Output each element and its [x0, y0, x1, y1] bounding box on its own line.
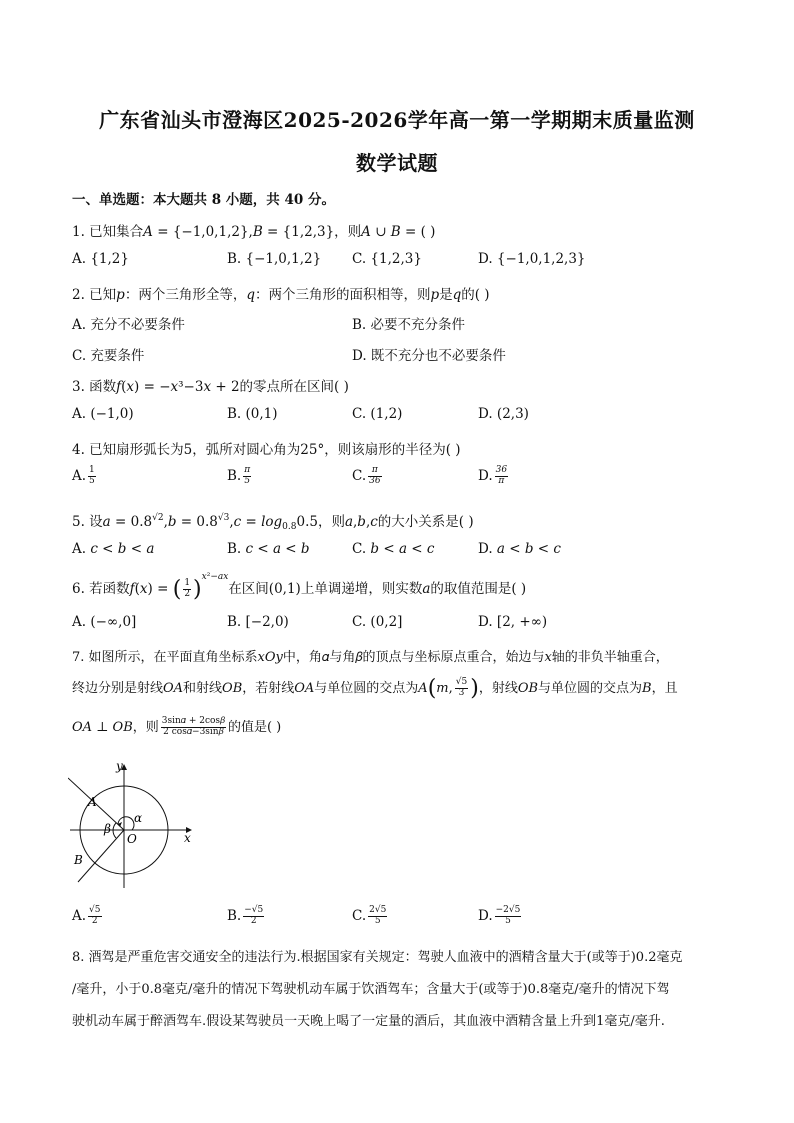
q7-option-b: B. $\frac{-√5}{2}$: [227, 905, 264, 926]
q4-option-d: D. $\frac{36}{\pi}$: [478, 465, 508, 486]
question-7-line-2: 终边分别是射线𝑂𝐴和射线𝑂𝐵，若射线𝑂𝐴与单位圆的交点为𝐴(𝑚, $\frac{√5}{3}$ )，射线𝑂𝐵与单位圆的交点为𝐵，且: [72, 676, 678, 701]
q2-option-c: C. 充要条件: [72, 348, 145, 364]
question-6-stem: 6. 若函数𝑓(𝑥) = ( $\frac{1}{2}$ )$^{𝑥^2-𝑎𝑥}$在区间(0,1)上单调递增，则实数𝑎的取值范围是( ): [72, 572, 527, 602]
q3-option-a: A. (−1,0): [72, 406, 134, 422]
section-heading: 一、单选题：本大题共 8 小题，共 40 分。: [72, 192, 335, 208]
question-8-line-1: 8. 酒驾是严重危害交通安全的违法行为.根据国家有关规定：驾驶人血液中的酒精含量大于(或等于)0.2毫克: [72, 950, 683, 965]
q6-option-a: A. (−∞,0]: [72, 614, 137, 630]
q4-option-b: B. $\frac{\pi}{5}$: [227, 465, 251, 486]
q5-option-a: A. 𝑐 < 𝑏 < 𝑎: [72, 541, 155, 557]
question-2-stem: 2. 已知𝑝：两个三角形全等，𝑞：两个三角形的面积相等，则𝑝是𝑞的( ): [72, 287, 490, 303]
label-o: O: [127, 832, 137, 846]
q3-option-d: D. (2,3): [478, 406, 529, 422]
question-8-line-3: 驶机动车属于醉酒驾车.假设某驾驶员一天晚上喝了一定量的酒后，其血液中酒精含量上升到1毫克/毫升.: [72, 1014, 665, 1029]
question-5-stem: 5. 设𝑎 = $0.8^{√2},𝑏$ = $0.8^{√3},𝑐$ = 𝑙𝑜𝑔$_{0.8}$0.5，则𝑎,𝑏,𝑐的大小关系是( ): [72, 513, 474, 532]
q6-option-b: B. [−2,0): [227, 614, 289, 630]
unit-circle-figure: [68, 760, 198, 890]
q4-option-c: C. $\frac{\pi}{36}$: [352, 465, 381, 486]
label-b: B: [74, 853, 83, 867]
question-4-stem: 4. 已知扇形弧长为5，弧所对圆心角为25°，则该扇形的半径为( ): [72, 442, 461, 458]
label-alpha: α: [134, 811, 143, 825]
label-a: A: [88, 795, 97, 809]
q7-option-a: A. $\frac{√5}{2}$: [72, 905, 101, 926]
q2-option-b: B. 必要不充分条件: [352, 317, 466, 333]
q6-option-c: C. (0,2]: [352, 614, 403, 630]
q1-option-d: D. {−1,0,1,2,3}: [478, 251, 586, 267]
q1-option-b: B. {−1,0,1,2}: [227, 251, 322, 267]
q2-option-d: D. 既不充分也不必要条件: [352, 348, 506, 364]
q5-option-d: D. 𝑎 < 𝑏 < 𝑐: [478, 541, 561, 557]
q3-option-c: C. (1,2): [352, 406, 403, 422]
q6-option-d: D. [2, +∞): [478, 614, 548, 630]
paper-title: 广东省汕头市澄海区2025-2026学年高一第一学期期末质量监测: [99, 108, 695, 132]
q4-option-a: A. $\frac{1}{5}$: [72, 465, 95, 486]
label-x: x: [184, 831, 191, 845]
q3-option-b: B. (0,1): [227, 406, 278, 422]
ray-ob: [78, 830, 124, 882]
q1-option-a: A. {1,2}: [72, 251, 129, 267]
q7-option-d: D. $\frac{-2√5}{5}$: [478, 905, 521, 926]
q1-option-c: C. {1,2,3}: [352, 251, 422, 267]
q7-option-c: C. $\frac{2√5}{5}$: [352, 905, 387, 926]
question-1-stem: 1. 已知集合𝐴 = {−1,0,1,2},𝐵 = {1,2,3}，则𝐴 ∪ 𝐵 = ( ): [72, 224, 436, 240]
paper-subtitle: 数学试题: [356, 151, 438, 175]
label-beta: β: [104, 822, 111, 836]
question-3-stem: 3. 函数𝑓(𝑥) = −𝑥³−3𝑥 + 2的零点所在区间( ): [72, 379, 349, 395]
question-8-line-2: /毫升，小于0.8毫克/毫升的情况下驾驶机动车属于饮酒驾车；含量大于(或等于)0.8毫克/毫升的情况下驾: [72, 982, 670, 997]
label-y: y: [116, 760, 123, 773]
question-7-line-1: 7. 如图所示，在平面直角坐标系𝑥𝑂𝑦中，角𝛼与角𝛽的顶点与坐标原点重合，始边与𝑥轴的非负半轴重合，: [72, 650, 669, 665]
q2-option-a: A. 充分不必要条件: [72, 317, 185, 333]
q5-option-b: B. 𝑐 < 𝑎 < 𝑏: [227, 541, 310, 557]
q5-option-c: C. 𝑏 < 𝑎 < 𝑐: [352, 541, 435, 557]
question-7-line-3: 𝑂𝐴 ⊥ 𝑂𝐵，则 $\frac{\text{3sin𝛼 + 2cos𝛽}}{\text{2 cos𝛼−3sin𝛽}}$ 的值是( ): [72, 716, 282, 737]
